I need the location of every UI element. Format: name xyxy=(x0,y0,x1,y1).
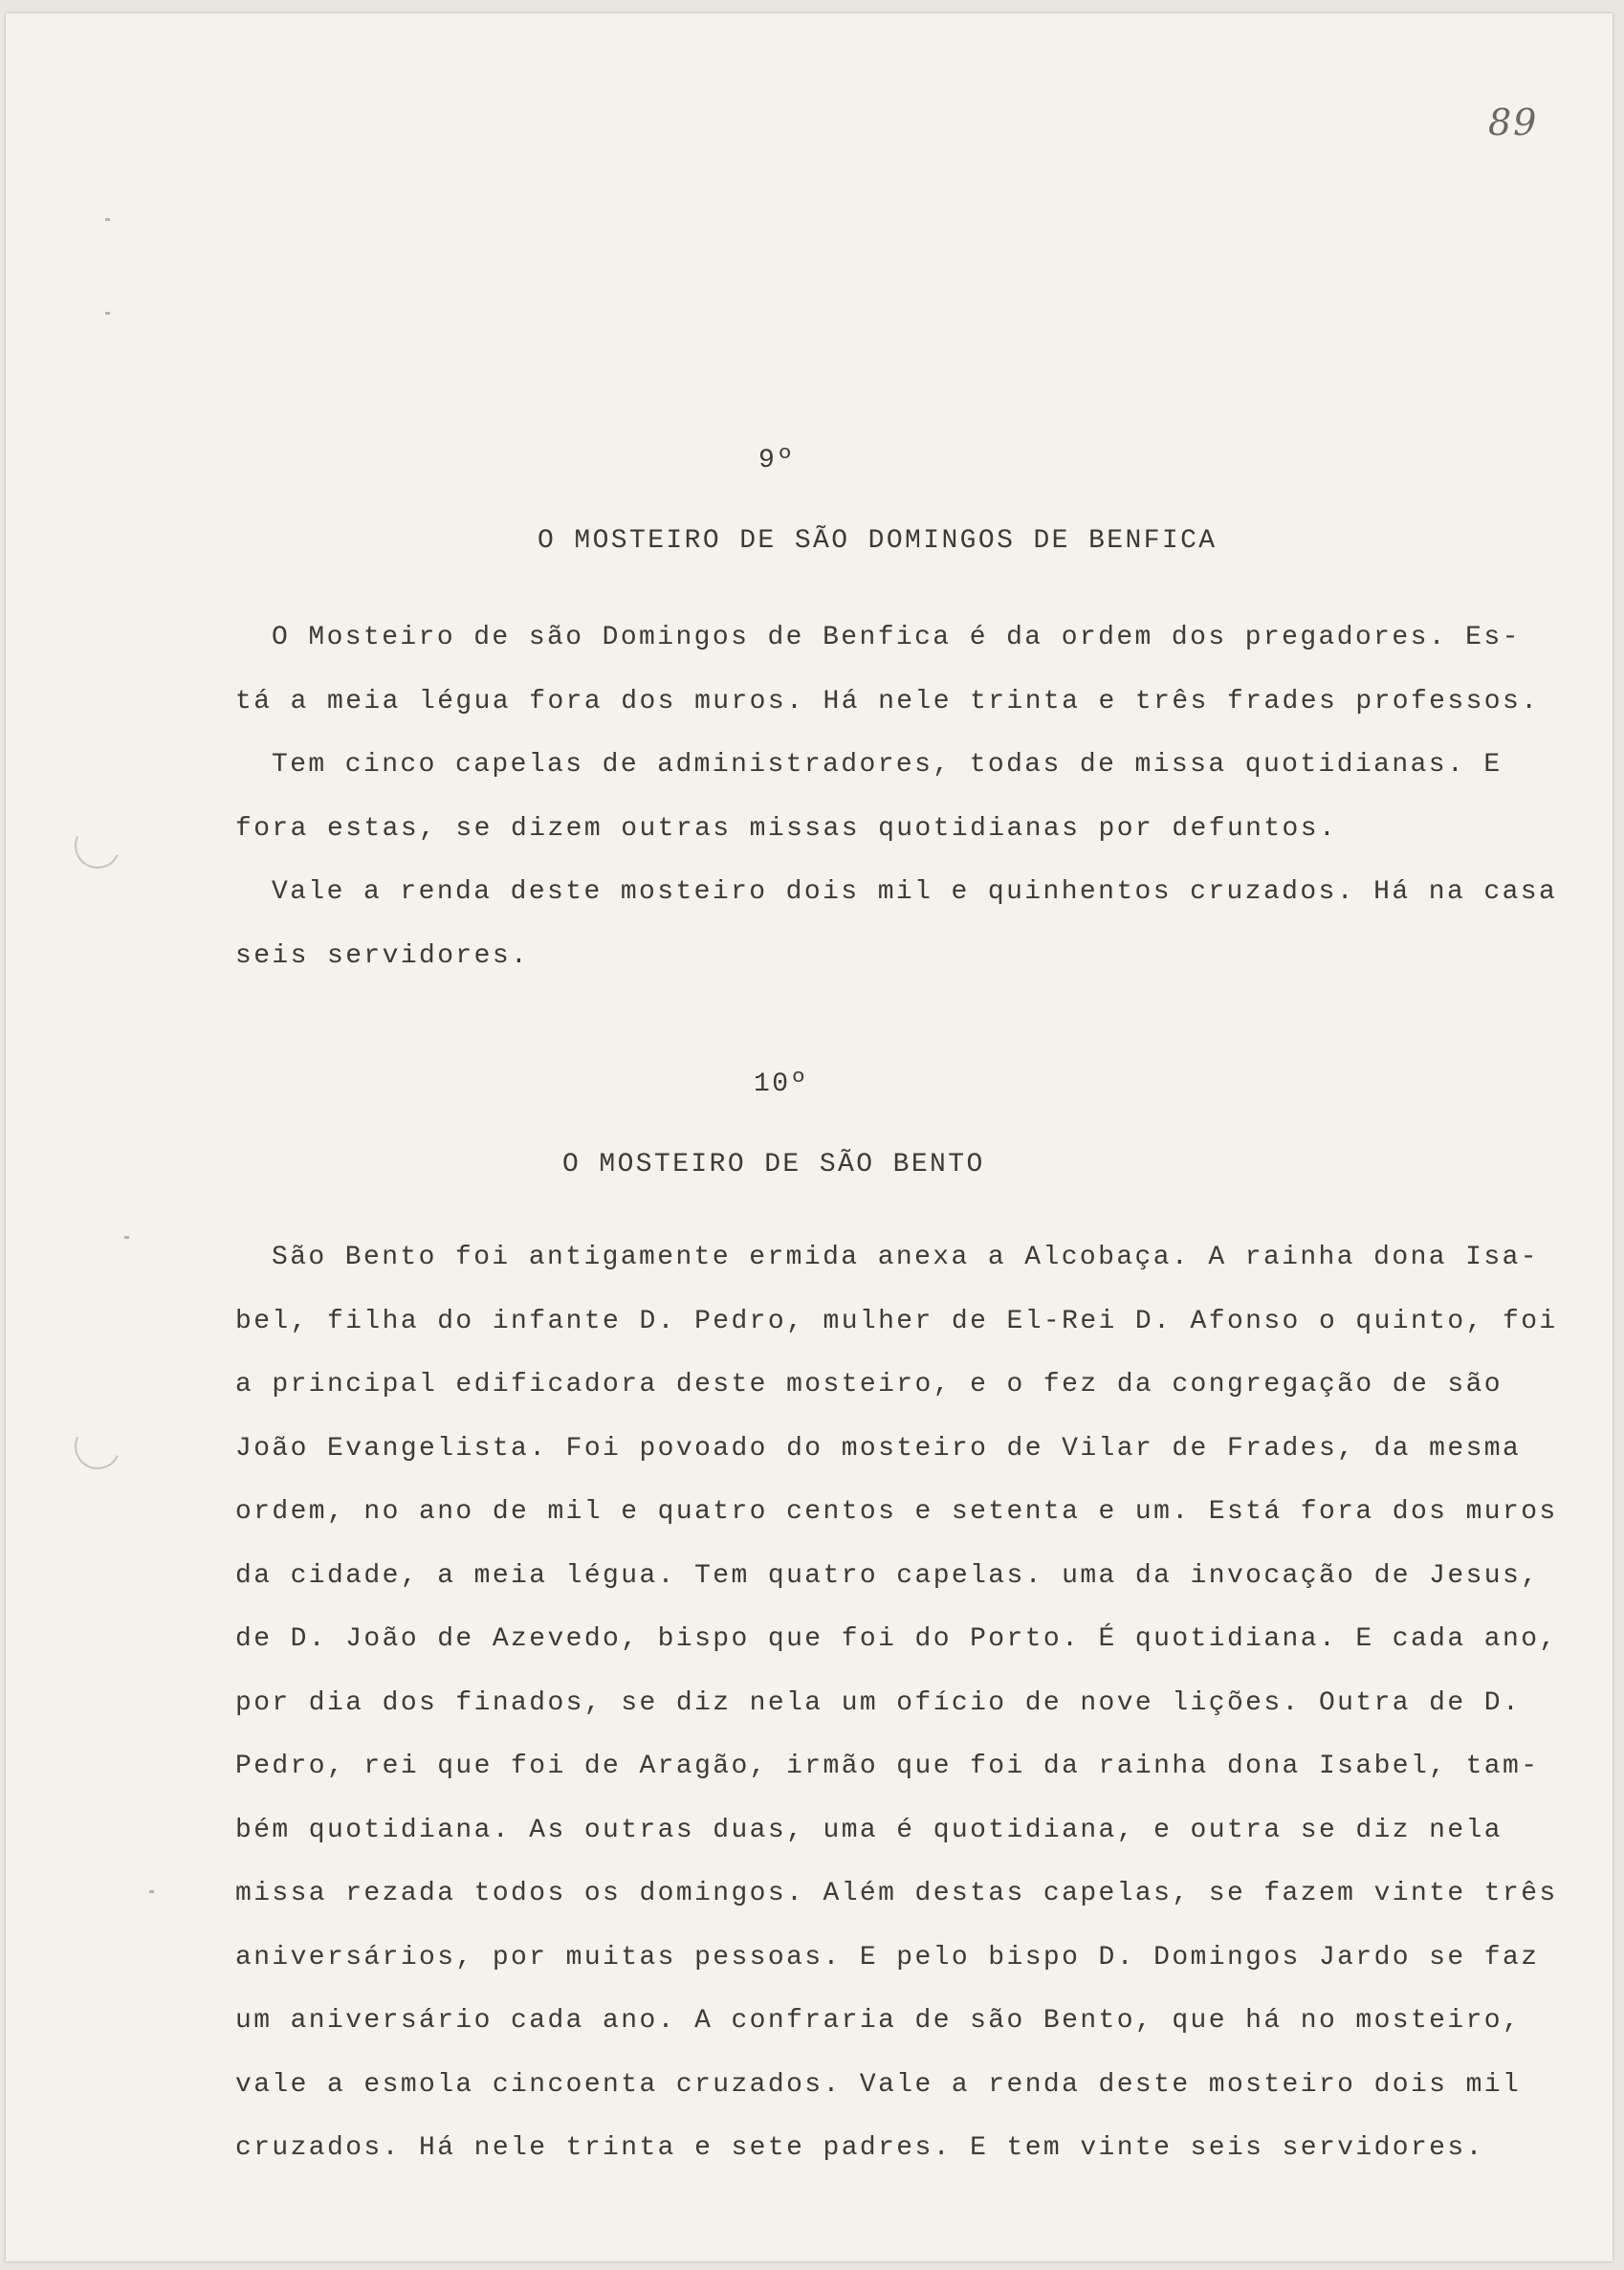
section-number: 9º xyxy=(758,446,796,475)
paper-speck xyxy=(124,1236,129,1239)
text-line: Pedro, rei que foi de Aragão, irmão que foi da rainha dona Isabel, tam- xyxy=(235,1752,1540,1781)
punch-hole-mark xyxy=(68,816,127,875)
section-title: O MOSTEIRO DE SÃO DOMINGOS DE BENFICA xyxy=(538,526,1218,556)
text-line: vale a esmola cincoenta cruzados. Vale a renda deste mosteiro dois mil xyxy=(235,2069,1522,2100)
text-line: bel, filha do infante D. Pedro, mulher de El-Rei D. Afonso o quinto, foi xyxy=(235,1306,1558,1336)
text-line: seis servidores. xyxy=(235,940,530,971)
text-line: fora estas, se dizem outras missas quotidianas por defuntos. xyxy=(235,813,1338,844)
paper-speck xyxy=(149,1890,154,1893)
punch-hole-mark xyxy=(68,1417,127,1476)
paper-speck xyxy=(105,312,110,315)
text-line: O Mosteiro de são Domingos de Benfica é da ordem dos pregadores. Es- xyxy=(272,623,1521,652)
text-line: missa rezada todos os domingos. Além destas capelas, se fazem vinte três xyxy=(235,1879,1558,1908)
text-line: a principal edificadora deste mosteiro, e o fez da congregação de são xyxy=(235,1370,1503,1399)
text-line: por dia dos finados, se diz nela um ofício de nove lições. Outra de D. xyxy=(235,1687,1522,1718)
page-number: 89 xyxy=(1488,101,1539,143)
text-line: São Bento foi antigamente ermida anexa a Alcobaça. A rainha dona Isa- xyxy=(272,1243,1539,1272)
text-line: Tem cinco capelas de administradores, todas de missa quotidianas. E xyxy=(272,750,1503,780)
text-line: tá a meia légua fora dos muros. Há nele trinta e três frades professos. xyxy=(235,686,1540,716)
text-line: João Evangelista. Foi povoado do mosteiro de Vilar de Frades, da mesma xyxy=(235,1433,1522,1464)
text-line: um aniversário cada ano. A confraria de são Bento, que há no mosteiro, xyxy=(235,2006,1522,2036)
section-title: O MOSTEIRO DE SÃO BENTO xyxy=(562,1150,985,1179)
text-line: de D. João de Azevedo, bispo que foi do Porto. É quotidiana. E cada ano, xyxy=(235,1624,1558,1654)
text-line: Vale a renda deste mosteiro dois mil e quinhentos cruzados. Há na casa xyxy=(272,877,1558,907)
section-number: 10º xyxy=(754,1069,809,1099)
text-line: da cidade, a meia légua. Tem quatro capelas. uma da invocação de Jesus, xyxy=(235,1560,1540,1591)
document-page xyxy=(6,13,1613,2261)
section-body xyxy=(235,606,1558,988)
text-line: bém quotidiana. As outras duas, uma é quotidiana, e outra se diz nela xyxy=(235,1815,1503,1845)
section-body xyxy=(235,1226,1558,2181)
text-line: ordem, no ano de mil e quatro centos e setenta e um. Está fora dos muros xyxy=(235,1497,1558,1527)
text-line: aniversários, por muitas pessoas. E pelo bispo D. Domingos Jardo se faz xyxy=(235,1942,1540,1972)
text-line: cruzados. Há nele trinta e sete padres. E tem vinte seis servidores. xyxy=(235,2133,1484,2163)
paper-speck xyxy=(105,218,110,221)
